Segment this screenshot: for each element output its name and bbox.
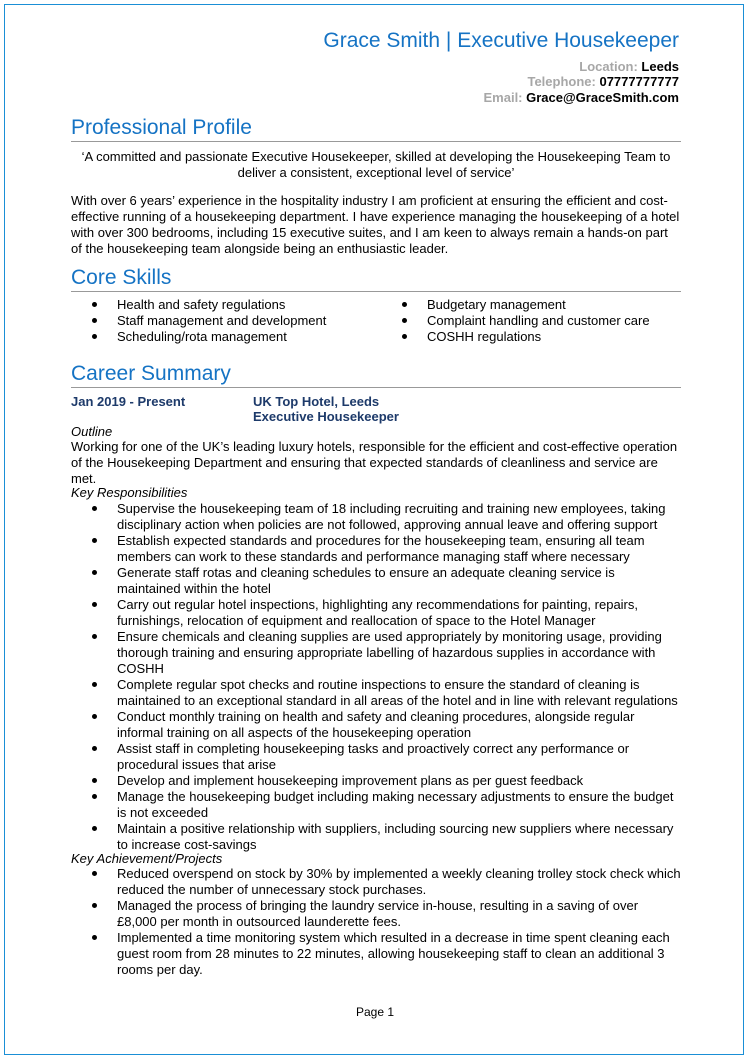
skill-item: Health and safety regulations: [71, 297, 371, 313]
list-item: Assist staff in completing housekeeping tasks and proactively correct any performance or procedural issues that arise: [71, 741, 681, 773]
skill-item: Staff management and development: [71, 313, 371, 329]
list-item: Generate staff rotas and cleaning schedules to ensure an adequate cleaning service is maintained within the hotel: [71, 565, 681, 597]
skill-item: COSHH regulations: [381, 329, 681, 345]
name-title: Grace Smith | Executive Housekeeper: [323, 29, 679, 52]
telephone-value: 07777777777: [599, 74, 679, 89]
outline-label: Outline: [71, 424, 113, 439]
profile-heading: Professional Profile: [71, 116, 681, 142]
list-item: Supervise the housekeeping team of 18 including recruiting and training new employees, taking disciplinary action when policies are not followed, approving annual leave and offering support: [71, 501, 681, 533]
contact-email: [484, 90, 680, 105]
skills-list-left: [71, 297, 371, 345]
skill-item: Budgetary management: [381, 297, 681, 313]
list-item: Implemented a time monitoring system which resulted in a decrease in time spent cleaning each guest room from 28 minutes to 22 minutes, allowing housekeeping staff to clean an additional 3 rooms per day.: [71, 930, 681, 978]
list-item: Conduct monthly training on health and safety and cleaning procedures, alongside regular informal training on all aspects of the housekeeping operation: [71, 709, 681, 741]
job-employer: UK Top Hotel, Leeds: [253, 394, 380, 409]
profile-quote: [71, 149, 681, 181]
list-item: Ensure chemicals and cleaning supplies are used appropriately by monitoring usage, providing thorough training and ensuring appropriate labelling of hazardous supplies in accordance with COSHH: [71, 629, 681, 677]
profile-quote-line1: ‘A committed and passionate Executive Housekeeper, skilled at developing the Housekeeping Team to: [81, 149, 671, 164]
telephone-label: Telephone:: [527, 74, 596, 89]
profile-quote-line2: deliver a consistent, exceptional level of service’: [237, 165, 515, 180]
email-label: Email:: [483, 90, 523, 105]
list-item: Maintain a positive relationship with suppliers, including sourcing new suppliers where necessary to increase cost-savings: [71, 821, 681, 853]
skill-item: Complaint handling and customer care: [381, 313, 681, 329]
list-item: Reduced overspend on stock by 30% by implemented a weekly cleaning trolley stock check which reduced the number of unnecessary stock purchases.: [71, 866, 681, 898]
email-value[interactable]: Grace@GraceSmith.com: [526, 90, 679, 105]
profile-summary: With over 6 years’ experience in the hospitality industry I am proficient at ensuring the efficient and cost-effective running of a housekeeping department. I have experience managing the housekeeping of a hotel with over 300 bedrooms, including 15 executive suites, and I am keen to always remain a hands-on part of the housekeeping team alongside being an enthusiastic leader.: [71, 193, 680, 256]
list-item: Establish expected standards and procedures for the housekeeping team, ensuring all team members can work to these standards and performance managing staff where necessary: [71, 533, 681, 565]
skill-item: Scheduling/rota management: [71, 329, 371, 345]
skills-heading: Core Skills: [71, 266, 681, 292]
location-label: Location:: [579, 59, 638, 74]
responsibilities-list: [71, 501, 681, 853]
location-value: Leeds: [641, 59, 679, 74]
career-heading: Career Summary: [71, 362, 681, 388]
achievements-list: [71, 866, 681, 978]
outline-text: Working for one of the UK’s leading luxury hotels, responsible for the efficient and cost-effective operation of the Housekeeping Department and ensuring that expected standards of cleanliness and service are met.: [71, 439, 678, 486]
skills-list-right: [381, 297, 681, 345]
responsibilities-label: Key Responsibilities: [71, 485, 188, 500]
list-item: Complete regular spot checks and routine inspections to ensure the standard of cleaning is maintained to an exceptional standard in all areas of the hotel and in line with relevant regulations: [71, 677, 681, 709]
list-item: Manage the housekeeping budget including making necessary adjustments to ensure the budget is not exceeded: [71, 789, 681, 821]
achievements-label: Key Achievement/Projects: [71, 851, 223, 866]
list-item: Develop and implement housekeeping improvement plans as per guest feedback: [71, 773, 681, 789]
contact-telephone: [527, 74, 679, 89]
list-item: Carry out regular hotel inspections, highlighting any recommendations for painting, repairs, furnishings, relocation of equipment and reallocation of space to the Hotel Manager: [71, 597, 681, 629]
contact-location: [579, 59, 679, 74]
page-number: Page 1: [355, 1005, 395, 1019]
job-dates: Jan 2019 - Present: [71, 394, 186, 409]
job-position: Executive Housekeeper: [253, 409, 399, 424]
list-item: Managed the process of bringing the laundry service in-house, resulting in a saving of over £8,000 per month in outsourced launderette fees.: [71, 898, 681, 930]
